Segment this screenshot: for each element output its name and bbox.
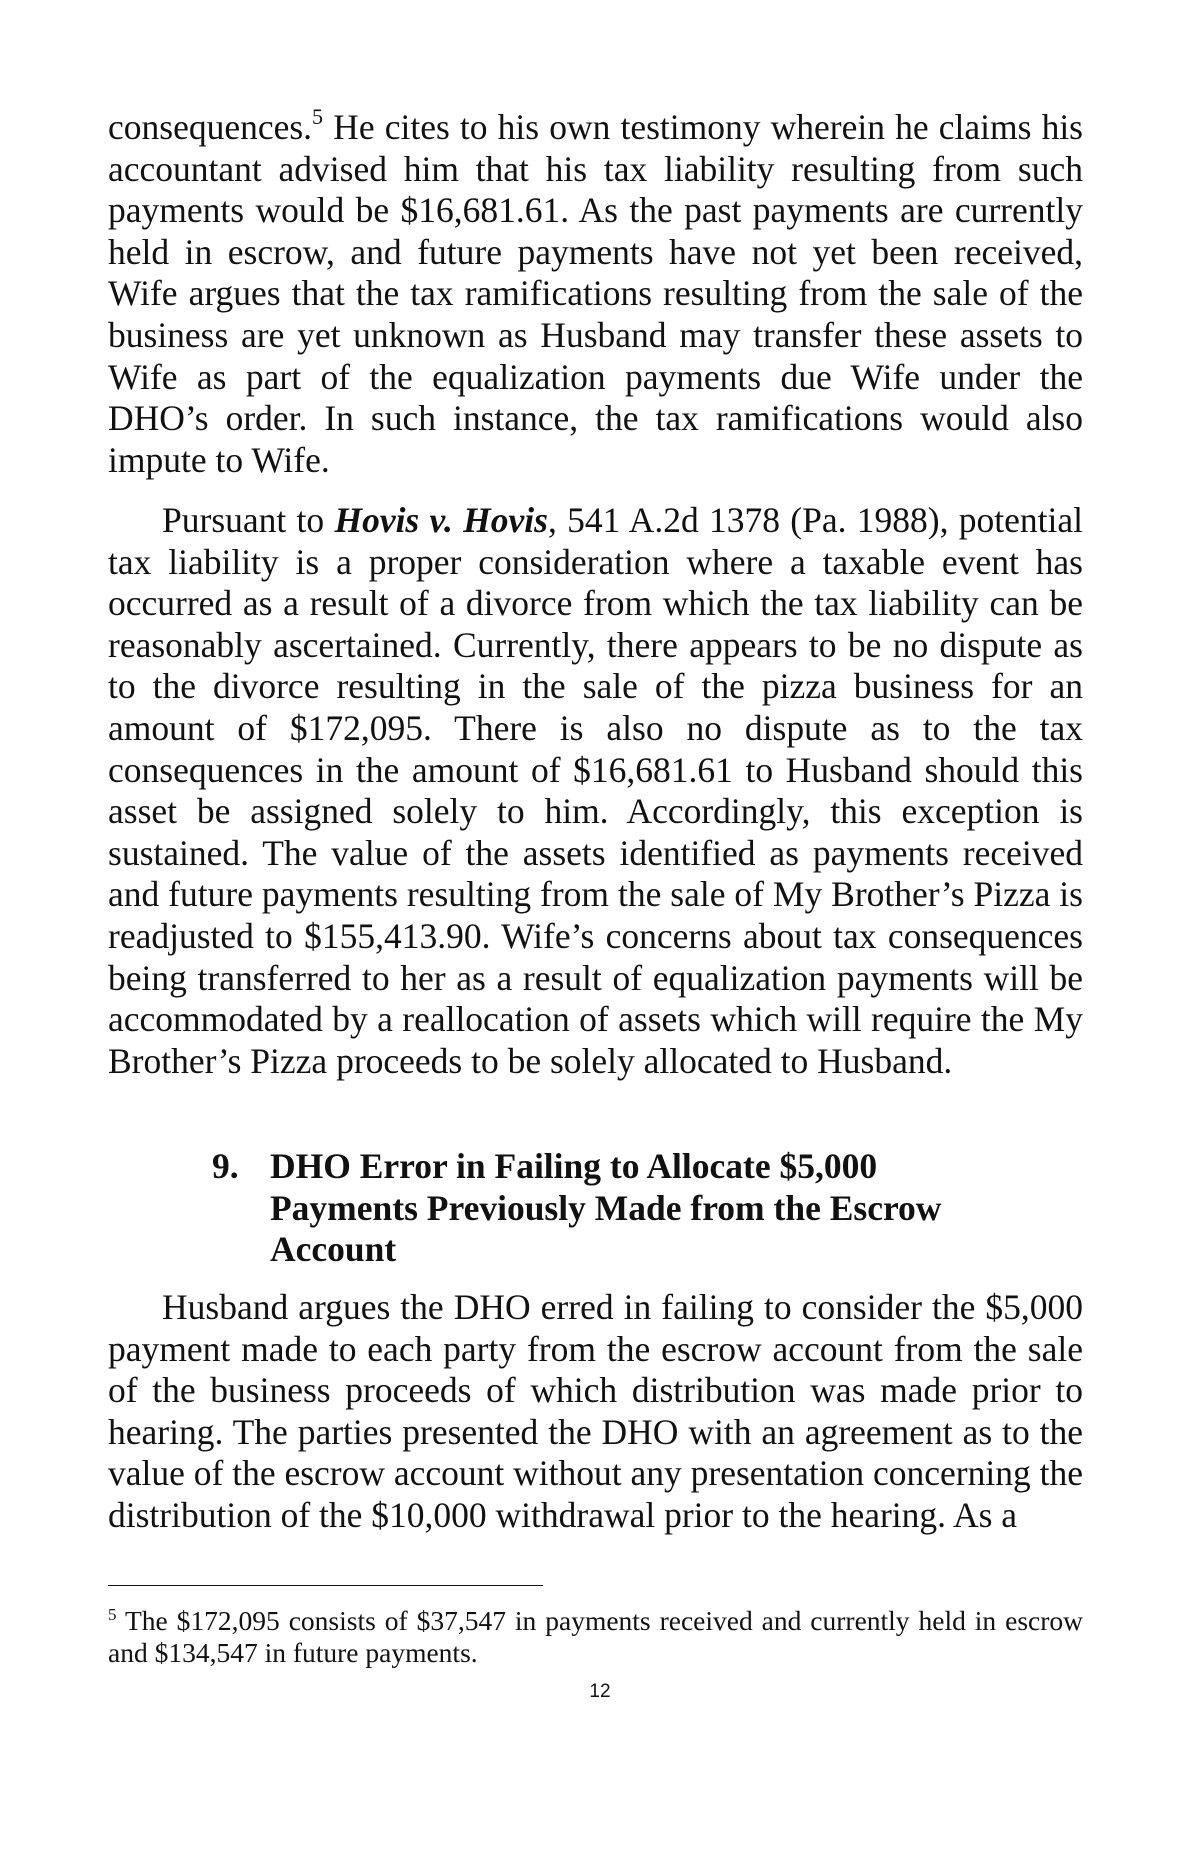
paragraph-tax-consequences bbox=[108, 104, 1083, 481]
footnote-reference: 5 bbox=[312, 104, 324, 130]
paragraph-text: consequences. bbox=[108, 107, 313, 147]
footnote-marker: 5 bbox=[108, 1604, 117, 1624]
footnote bbox=[108, 1605, 1083, 1669]
paragraph-text: Pursuant to bbox=[162, 500, 335, 540]
page-number: 12 bbox=[589, 1681, 611, 1702]
footnote-divider bbox=[108, 1585, 543, 1586]
paragraph-escrow-payments: Husband argues the DHO erred in failing to consider the $5,000 payment made to each party from the escrow account from the sale of the business proceeds of which distribution was made prior to hearing. The parties presented the DHO with an agreement as to the value of the escrow account without any presentation concerning the distribution of the $10,000 withdrawal prior to the hearing. As a bbox=[108, 1287, 1083, 1535]
paragraph-hovis-analysis bbox=[108, 500, 1083, 1082]
footnote-text: The $172,095 consists of $37,547 in payments received and currently held in escrow and $134,547 in future payments. bbox=[108, 1605, 1083, 1668]
section-number: 9. bbox=[212, 1146, 239, 1186]
section-heading bbox=[212, 1146, 972, 1271]
section-title: DHO Error in Failing to Allocate $5,000 Payments Previously Made from the Escrow Account bbox=[270, 1146, 942, 1270]
case-citation: Hovis v. Hovis bbox=[334, 500, 548, 540]
paragraph-text: He cites to his own testimony wherein he claims his accountant advised him that his tax liability resulting from such payments would be $16,681.61. As the past payments are currently held in escrow, and future payments have not yet been received, Wife argues that the tax ramifications resulting from the sale of the business are yet unknown as Husband may transfer these assets to Wife as part of the equalization payments due Wife under the DHO’s order. In such instance, the tax ramifications would also impute to Wife. bbox=[108, 107, 1083, 480]
paragraph-text: , 541 A.2d 1378 (Pa. 1988), potential tax liability is a proper consideration where a taxable event has occurred as a result of a divorce from which the tax liability can be reasonably ascertained. Currently, there appears to be no dispute as to the divorce resulting in the sale of the pizza business for an amount of $172,095. There is also no dispute as to the tax consequences in the amount of $16,681.61 to Husband should this asset be assigned solely to him. Accordingly, this exception is sustained. The value of the assets identified as payments received and future payments resulting from the sale of My Brother’s Pizza is readjusted to $155,413.90. Wife’s concerns about tax consequences being transferred to her as a result of equalization payments will be accommodated by a reallocation of assets which will require the My Brother’s Pizza proceeds to be solely allocated to Husband. bbox=[108, 500, 1083, 1081]
